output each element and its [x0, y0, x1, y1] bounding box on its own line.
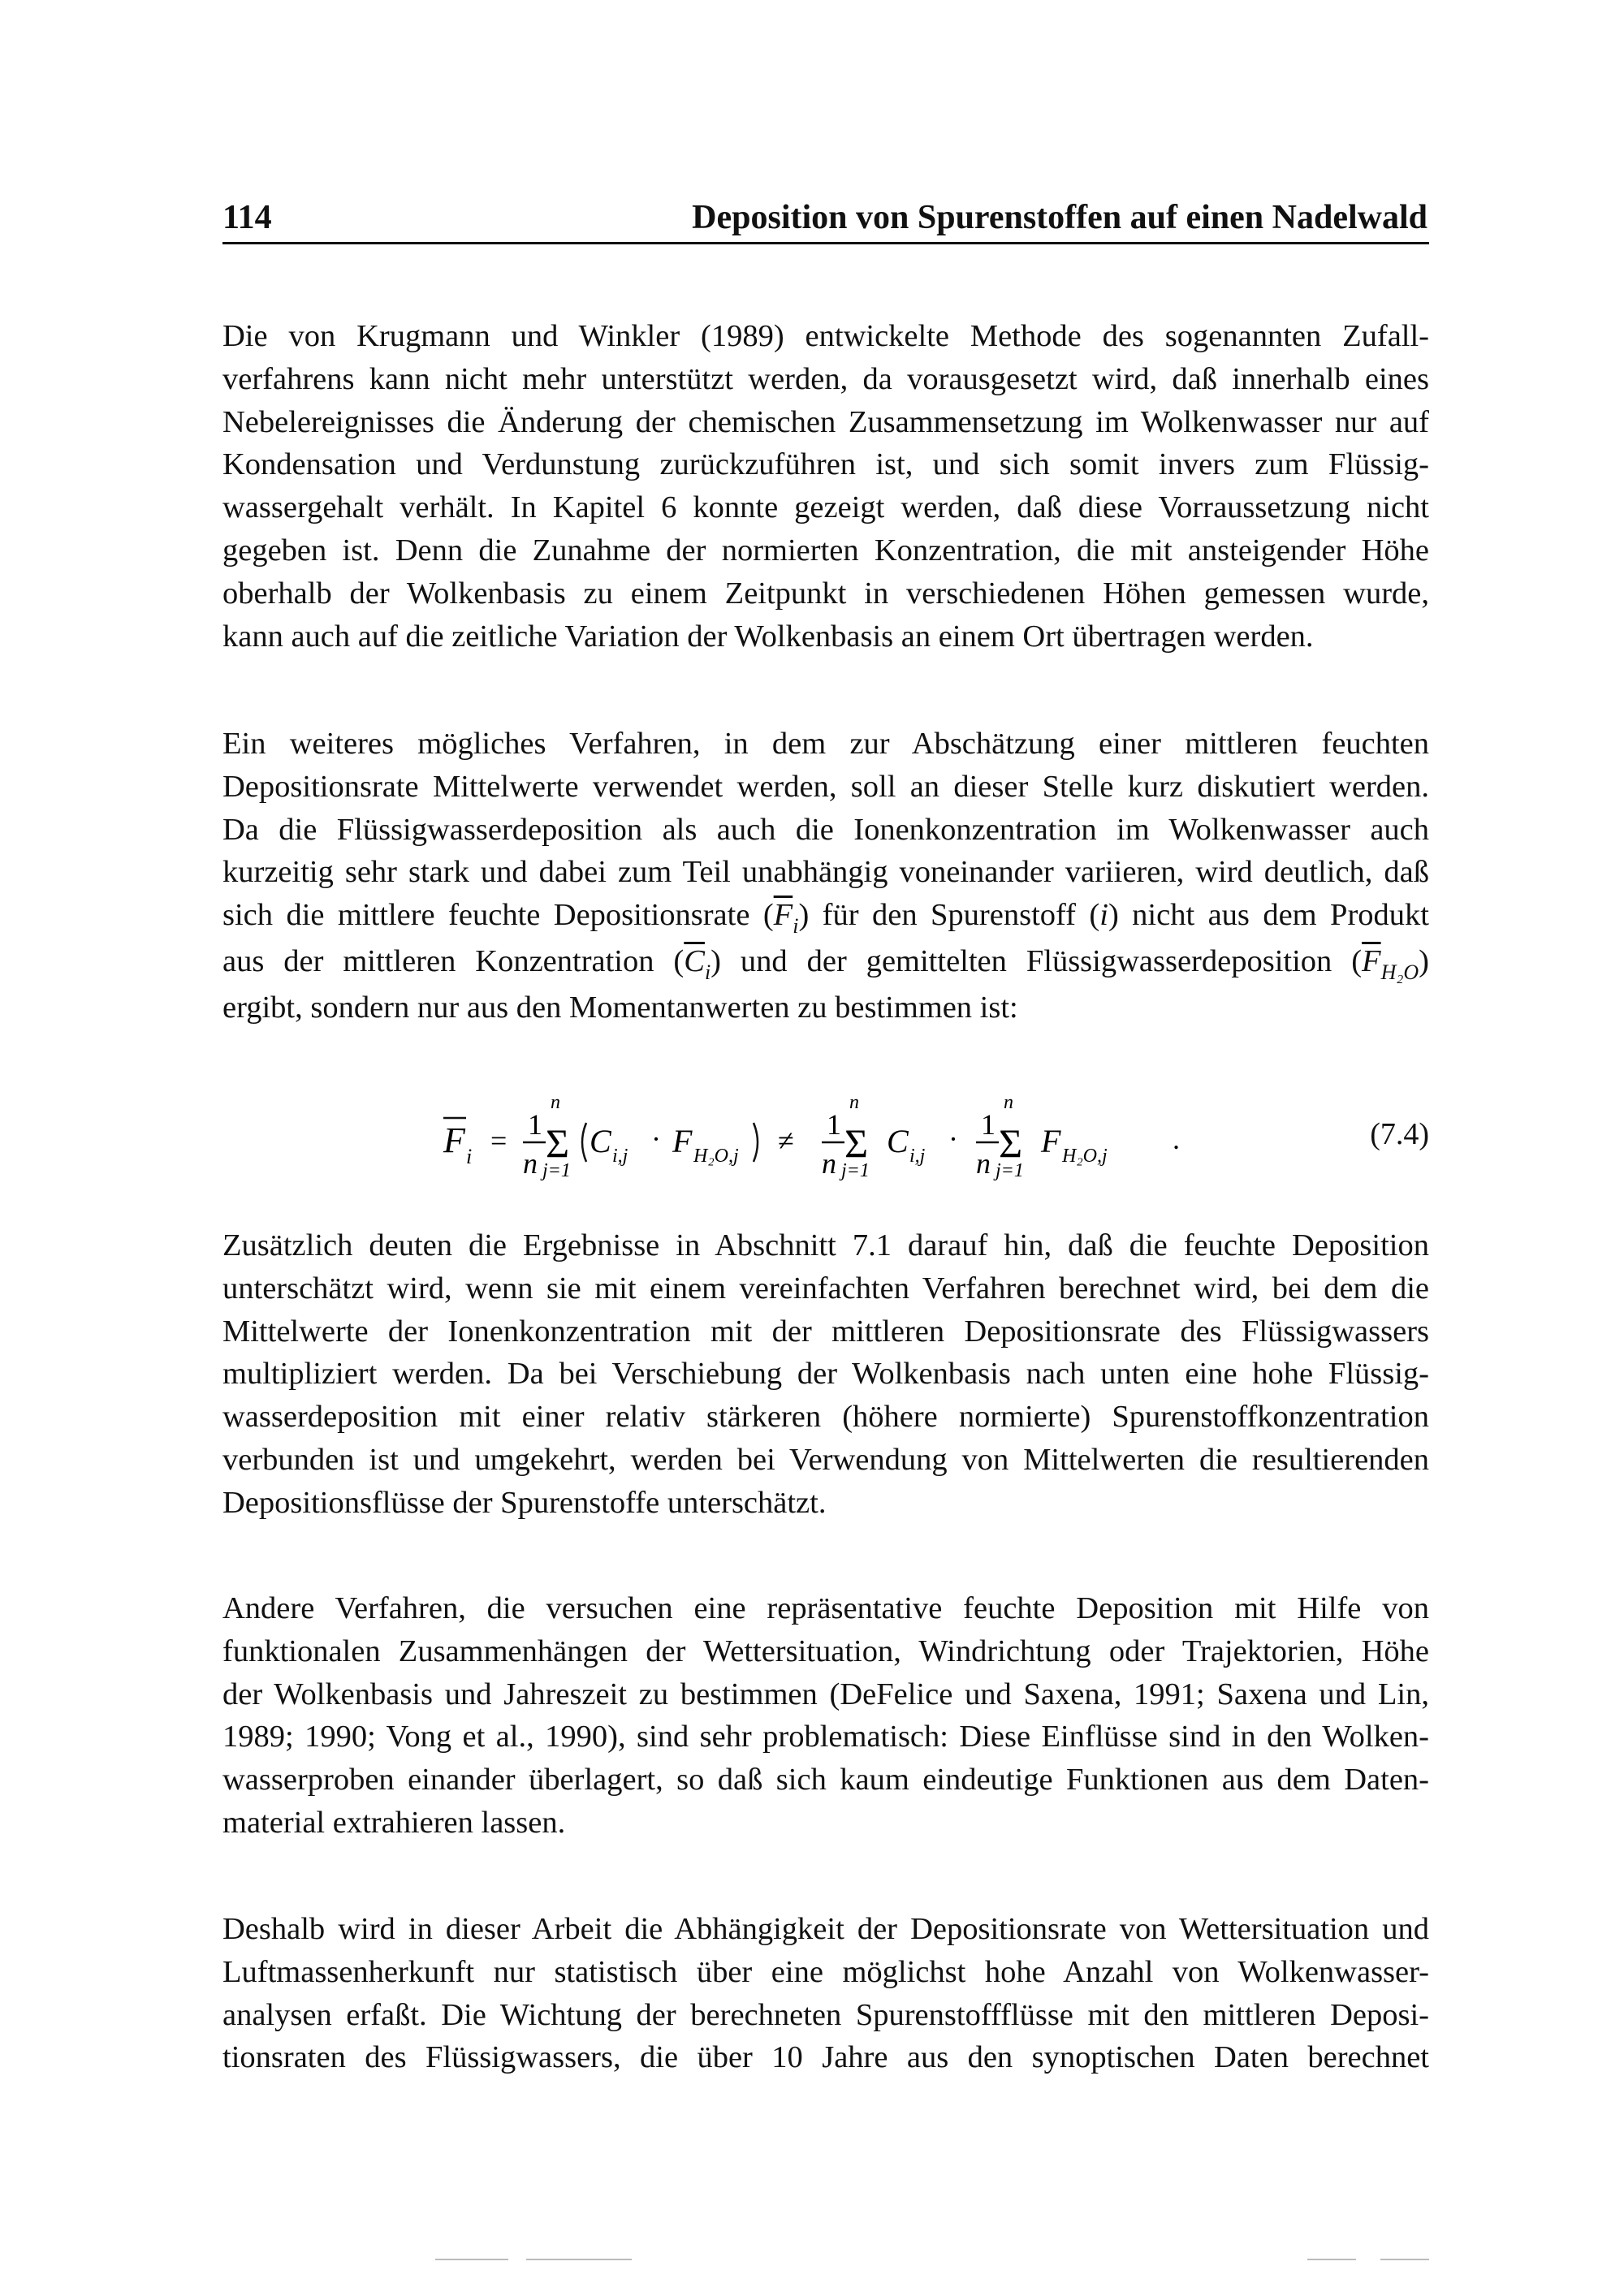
paragraph-1 [222, 315, 1429, 658]
text-line: verfahrens kann nicht mehr unterstützt werden, da vorausgesetzt wird, daß innerhalb eines [222, 361, 1429, 396]
paragraph-4 [222, 1587, 1429, 1845]
text-line: Deshalb wird in dieser Arbeit die Abhängigkeit der Depositionsrate von Wettersituation und [222, 1912, 1429, 1946]
text-line: Zusätzlich deuten die Ergebnisse in Abschnitt 7.1 darauf hin, daß die feuchte Deposition [222, 1228, 1429, 1262]
svg-text:·: · [651, 1123, 661, 1155]
svg-text:n: n [976, 1147, 991, 1180]
running-title: Deposition von Spurenstoffen auf einen Nadelwald [692, 199, 1427, 236]
text-line: kurzeitig sehr stark und dabei zum Teil unabhängig voneinander variieren, wird deutlich, daß [222, 855, 1429, 890]
text-line: Da die Flüssigwasserdeposition als auch die Ionenkonzentration im Wolkenwasser auch [222, 812, 1429, 847]
paragraph-3 [222, 1224, 1429, 1525]
text-line: oberhalb der Wolkenbasis zu einem Zeitpunkt in verschiedenen Höhen gemessen wurde, [222, 576, 1429, 611]
paragraph-5 [222, 1908, 1429, 2079]
text-line: tionsraten des Flüssigwassers, die über 10 Jahre aus den synoptischen Daten berechnet [222, 2040, 1429, 2075]
equation-number: (7.4) [1370, 1117, 1429, 1151]
text-line: Nebelereignisses die Änderung der chemischen Zusammensetzung im Wolkenwasser nur auf [222, 404, 1429, 439]
text-line: kann auch auf die zeitliche Variation der Wolkenbasis an einem Ort übertragen werden. [222, 619, 1314, 654]
equals-sign: = [490, 1124, 508, 1157]
text-line: analysen erfaßt. Die Wichtung der berechneten Spurenstoffflüsse mit den mittleren Deposi- [222, 1997, 1429, 2032]
svg-text:i,j: i,j [909, 1146, 926, 1167]
text-line: funktionalen Zusammenhängen der Wettersituation, Windrichtung oder Trajektorien, Höhe [222, 1634, 1429, 1668]
text-line-with-symbols: aus der mittleren Konzentration $(\overline{C}_i)$ und der gemittelten Flüssigwasserdeposition $(\overline{F}_{H_2O})$ [222, 943, 1429, 984]
running-header [222, 193, 1429, 244]
svg-text:1: 1 [981, 1108, 996, 1141]
symbol-c-mean: $\overline{C}$ [684, 943, 705, 978]
svg-text:·: · [948, 1123, 958, 1155]
svg-text:1: 1 [528, 1108, 542, 1141]
equation-7-4 [438, 1092, 1429, 1189]
text-line: wasserdeposition mit einer relativ stärkeren (höhere normierte) Spurenstoffkonzentration [222, 1400, 1429, 1435]
svg-text:n: n [551, 1092, 560, 1113]
svg-text:C: C [590, 1123, 611, 1159]
text-line: Andere Verfahren, die versuchen eine repräsentative feuchte Deposition mit Hilfe von [222, 1591, 1429, 1625]
text-line: Depositionsflüsse der Spurenstoffe unterschätzt. [222, 1485, 827, 1520]
text-line: Mittelwerte der Ionenkonzentration mit der mittleren Depositionsrate des Flüssigwassers [222, 1314, 1429, 1349]
symbol-f-mean: $\overline{F}$ [773, 898, 793, 933]
text-line: Luftmassenherkunft nur statistisch über eine möglichst hohe Anzahl von Wolkenwasser- [222, 1954, 1429, 1989]
text-line: unterschätzt wird, wenn sie mit einem vereinfachten Verfahren berechnet wird, bei dem die [222, 1271, 1429, 1306]
svg-text:1: 1 [827, 1108, 841, 1141]
svg-text:H₂O,j: H₂O,j [1062, 1146, 1108, 1167]
svg-text:n: n [849, 1092, 859, 1113]
paragraph-2 [222, 723, 1429, 1029]
lhs-symbol: F [443, 1120, 465, 1160]
text-line: material extrahieren lassen. [222, 1805, 566, 1840]
scan-artifact [1307, 2259, 1356, 2260]
page-number: 114 [222, 199, 272, 236]
svg-text:Σ: Σ [844, 1120, 869, 1166]
svg-text:.: . [1173, 1123, 1180, 1155]
text-line: ergibt, sondern nur aus den Momentanwerten zu bestimmen ist: [222, 990, 1018, 1025]
scan-artifact [1380, 2259, 1429, 2260]
svg-text:n: n [822, 1147, 836, 1180]
text-line: wassergehalt verhält. In Kapitel 6 konnte gezeigt werden, daß diese Vorraussetzung nicht [222, 490, 1429, 525]
svg-text:Σ: Σ [999, 1120, 1023, 1166]
symbol-fh2o-mean: $\overline{F}$ [1362, 943, 1381, 978]
equation-graphic [438, 1092, 1429, 1189]
sum-sign: Σ [546, 1120, 570, 1166]
text-line: gegeben ist. Denn die Zunahme der normierten Konzentration, die mit ansteigender Höhe [222, 533, 1429, 568]
text-line: Depositionsrate Mittelwerte verwendet werden, soll an dieser Stelle kurz diskutiert werden. [222, 769, 1429, 804]
svg-text:n: n [1004, 1092, 1013, 1113]
svg-text:j=1: j=1 [542, 1160, 571, 1181]
svg-text:j=1: j=1 [841, 1160, 870, 1181]
text-line-with-symbols: sich die mittlere feuchte Depositionsrate $(\overline{F}_i)$ für den Spurenstoff (i) nicht aus dem Produkt [222, 898, 1429, 939]
svg-text:F: F [1041, 1123, 1061, 1159]
text-line: Die von Krugmann und Winkler (1989) entwickelte Methode des sogenannten Zufall- [222, 319, 1429, 353]
scan-artifact [435, 2259, 508, 2260]
text-line: Kondensation und Verdunstung zurückzuführen ist, und sich somit invers zum Flüssig- [222, 447, 1429, 482]
scan-artifact [526, 2259, 632, 2260]
text-line: wasserproben einander überlagert, so daß sich kaum eindeutige Funktionen aus dem Daten- [222, 1763, 1429, 1798]
text-line: verbunden ist und umgekehrt, werden bei Verwendung von Mittelwerten die resultierenden [222, 1442, 1429, 1477]
svg-text:n: n [523, 1147, 538, 1180]
svg-text:F: F [672, 1123, 693, 1159]
svg-text:C: C [887, 1123, 909, 1159]
text-line: der Wolkenbasis und Jahreszeit zu bestimmen (DeFelice und Saxena, 1991; Saxena und Lin, [222, 1677, 1429, 1711]
svg-text:i: i [466, 1145, 473, 1168]
text-line: Ein weiteres mögliches Verfahren, in dem zur Abschätzung einer mittleren feuchten [222, 727, 1429, 761]
svg-text:H₂O,j: H₂O,j [693, 1146, 739, 1167]
svg-text:j=1: j=1 [996, 1160, 1024, 1181]
svg-text:i,j: i,j [612, 1146, 628, 1167]
text-line: multipliziert werden. Da bei Verschiebung der Wolkenbasis nach unten eine hohe Flüssig- [222, 1357, 1429, 1392]
text-line: 1989; 1990; Vong et al., 1990), sind sehr problematisch: Diese Einflüsse sind in den Wolken- [222, 1720, 1429, 1754]
not-equal-sign: ≠ [778, 1124, 794, 1157]
